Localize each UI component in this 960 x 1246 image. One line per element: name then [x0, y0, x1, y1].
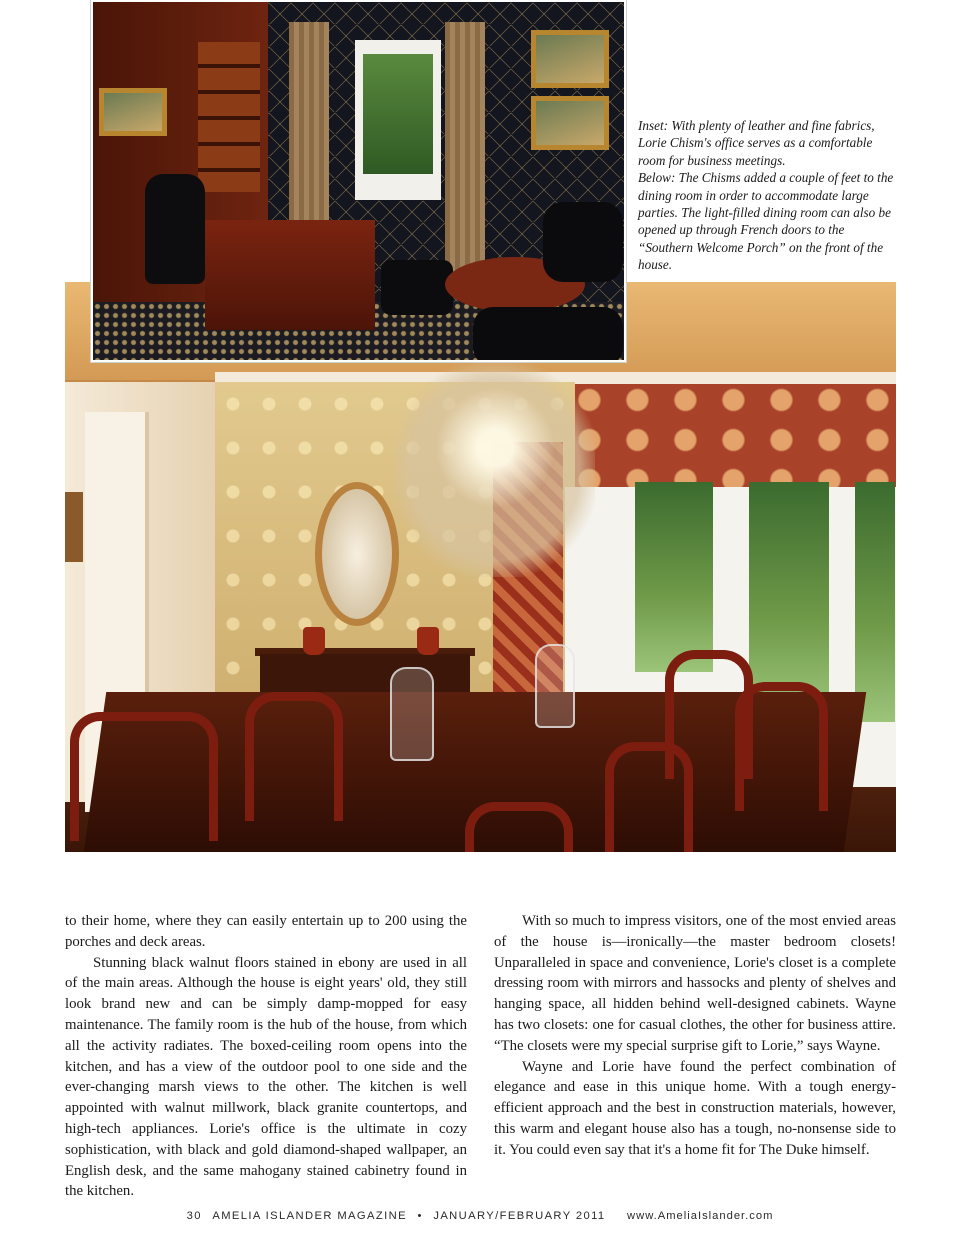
window-glass: [363, 54, 433, 174]
caption-below: Below: The Chisms added a couple of feet to the dining room in order to accommodate large parties. The light-filled dining room can also be opened up through French doors to the “Southern Welcome Porch” on the front of the house.: [638, 170, 894, 273]
dining-chair: [70, 712, 218, 841]
article-column-left: [65, 911, 467, 1202]
urn: [417, 627, 439, 655]
hurricane-lamp: [535, 644, 575, 728]
paragraph: With so much to impress visitors, one of the most envied areas of the house is—ironically—the master bedroom closets! Unparalleled in space and convenience, Lorie's closet is a complete dressing room with mirrors and hassocks and plenty of shelves and hanging space, all hidden behind well-designed cabinets. Wayne has two closets: one for casual clothes, the other for business attire. “The closets were my special surprise gift to Lorie,” says Wayne.: [494, 913, 896, 1054]
article-column-right: [494, 911, 896, 1161]
dining-chair: [605, 742, 693, 852]
website-link[interactable]: www.AmeliaIslander.com: [627, 1210, 774, 1222]
leather-desk-chair: [145, 174, 205, 284]
oval-mirror: [315, 482, 399, 626]
dining-chair: [245, 692, 343, 821]
urn: [303, 627, 325, 655]
dining-chair: [735, 682, 828, 811]
landscape-painting: [531, 96, 609, 150]
english-desk: [205, 220, 375, 330]
door-glass: [749, 482, 829, 712]
magazine-name: AMELIA ISLANDER MAGAZINE: [212, 1210, 407, 1222]
valance: [575, 384, 896, 491]
chandelier: [395, 362, 595, 577]
books: [198, 42, 260, 192]
door-glass: [635, 482, 713, 672]
dining-chair: [465, 802, 573, 852]
curtain: [445, 22, 485, 272]
door-glass: [855, 482, 895, 722]
photo-caption: [638, 117, 900, 274]
hurricane-lamp: [390, 667, 434, 761]
leather-armchair: [473, 307, 623, 362]
caption-inset: Inset: With plenty of leather and fine fabrics, Lorie Chism's office serves as a comfortable room for business meetings.: [638, 118, 875, 168]
page-footer: [0, 1210, 960, 1222]
issue-date: JANUARY/FEBRUARY 2011: [433, 1210, 606, 1222]
paragraph: Stunning black walnut floors stained in ebony are used in all of the main areas. Although the house is eight years' old, they still look brand new and can be simply damp-mopped for easy maintenance. The family room is the hub of the house, from which all the activity radiates. The boxed-ceiling room opens into the kitchen, and has a view of the outdoor pool to one side and the ever-changing marsh views to the other. The kitchen is well appointed with walnut millwork, black granite countertops, and high-tech appliances. Lorie's office is the ultimate in cozy sophistication, with black and gold diamond-shaped wallpaper, an English desk, and the same mahogany stained cabinetry found in the kitchen.: [65, 954, 467, 1200]
paragraph: Wayne and Lorie have found the perfect combination of elegance and ease in this unique home. With a tough energy-efficient approach and the best in construction materials, however, this warm and elegant house also has a tough, no-nonsense side to it. You could even say that it's a home fit for The Duke himself.: [494, 1058, 896, 1158]
footer-separator: •: [417, 1210, 423, 1222]
landscape-painting: [531, 30, 609, 88]
paragraph: to their home, where they can easily entertain up to 200 using the porches and deck areas.: [65, 913, 467, 950]
landscape-painting: [99, 88, 167, 136]
leather-armchair: [543, 202, 623, 282]
dining-room-photo: [65, 282, 896, 852]
ottoman: [381, 260, 453, 315]
office-photo: [91, 0, 626, 362]
framed-art: [65, 492, 83, 562]
page-number: 30: [186, 1210, 202, 1222]
